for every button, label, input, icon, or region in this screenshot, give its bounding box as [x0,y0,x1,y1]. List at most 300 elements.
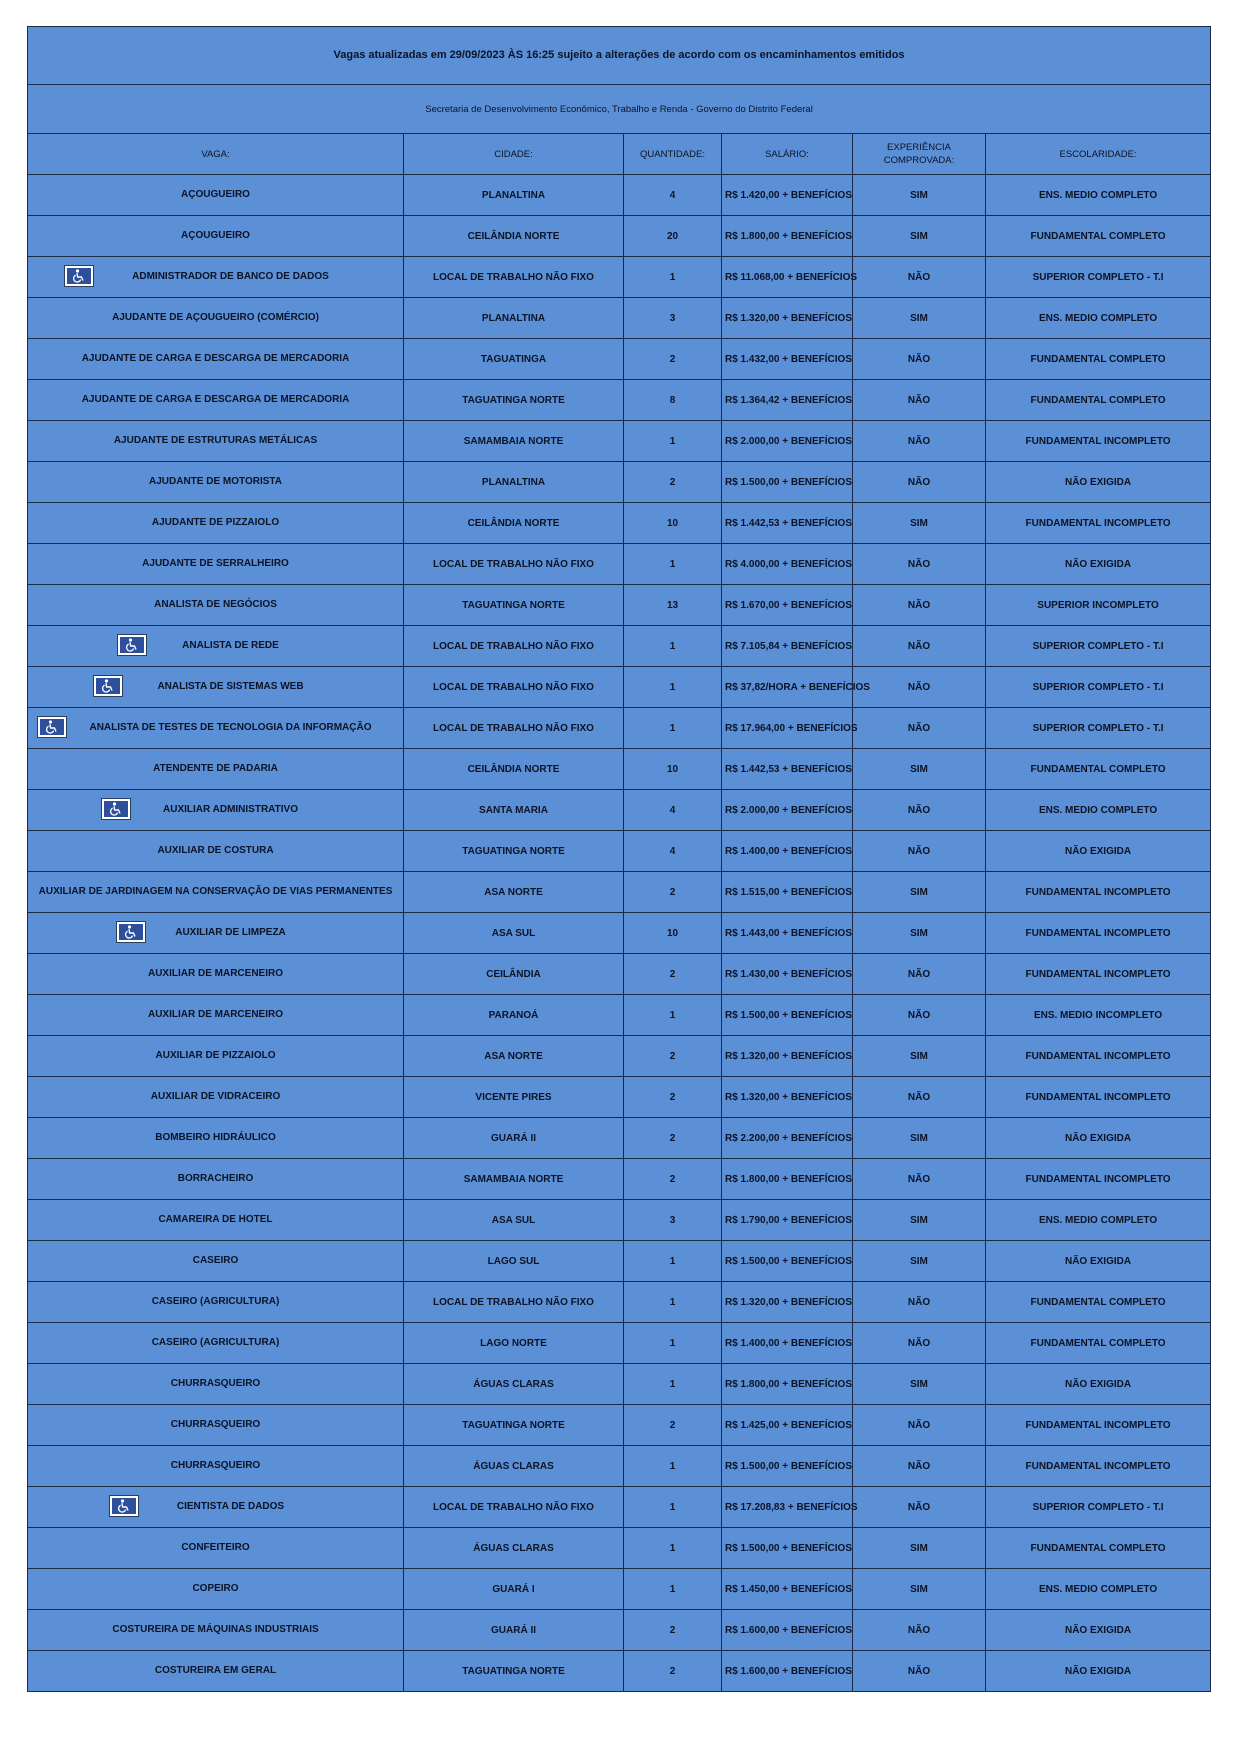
cell-vaga [28,667,404,708]
cell-salario: R$ 1.600,00 + BENEFÍCIOS [722,1610,853,1651]
vaga-label: BORRACHEIRO [177,1173,254,1184]
cell-experiencia: SIM [853,175,986,216]
cell-escolaridade: SUPERIOR COMPLETO - T.I [986,708,1211,749]
table-row [28,1200,1211,1241]
cell-experiencia: NÃO [853,585,986,626]
cell-cidade: LOCAL DE TRABALHO NÃO FIXO [404,257,624,298]
cell-quantidade: 3 [624,1200,722,1241]
cell-cidade: LOCAL DE TRABALHO NÃO FIXO [404,667,624,708]
cell-cidade: ASA SUL [404,1200,624,1241]
table-row [28,1487,1211,1528]
cell-vaga [28,995,404,1036]
cell-quantidade: 2 [624,1077,722,1118]
cell-quantidade: 1 [624,257,722,298]
cell-vaga [28,1200,404,1241]
wheelchair-accessibility-icon [109,1495,139,1517]
vaga-label: AUXILIAR DE MARCENEIRO [147,968,283,979]
cell-quantidade: 2 [624,1405,722,1446]
document-title: Vagas atualizadas em 29/09/2023 ÀS 16:25 sujeito a alterações de acordo com os encaminhamentos emitidos [28,27,1211,85]
cell-quantidade: 4 [624,790,722,831]
table-row [28,544,1211,585]
cell-quantidade: 2 [624,1036,722,1077]
vaga-label: CIENTISTA DE DADOS [176,1501,285,1512]
cell-experiencia: NÃO [853,1651,986,1692]
cell-salario: R$ 1.500,00 + BENEFÍCIOS [722,995,853,1036]
cell-salario: R$ 17.208,83 + BENEFÍCIOS [722,1487,853,1528]
cell-salario: R$ 1.364,42 + BENEFÍCIOS [722,380,853,421]
cell-cidade: PARANOÁ [404,995,624,1036]
cell-escolaridade: ENS. MEDIO COMPLETO [986,790,1211,831]
cell-escolaridade: FUNDAMENTAL COMPLETO [986,1323,1211,1364]
cell-quantidade: 1 [624,421,722,462]
cell-cidade: PLANALTINA [404,298,624,339]
cell-salario: R$ 2.000,00 + BENEFÍCIOS [722,790,853,831]
cell-vaga [28,1651,404,1692]
cell-experiencia: SIM [853,1241,986,1282]
table-row [28,257,1211,298]
cell-cidade: ASA NORTE [404,872,624,913]
vaga-label: CASEIRO [192,1255,239,1266]
cell-experiencia: NÃO [853,1323,986,1364]
vaga-label: CHURRASQUEIRO [170,1378,261,1389]
header-escolaridade: ESCOLARIDADE: [986,134,1211,175]
cell-quantidade: 1 [624,708,722,749]
cell-salario: R$ 1.432,00 + BENEFÍCIOS [722,339,853,380]
vaga-label: AJUDANTE DE CARGA E DESCARGA DE MERCADORIA [81,353,350,364]
table-row [28,1036,1211,1077]
cell-vaga [28,1610,404,1651]
cell-vaga [28,1323,404,1364]
document-subtitle: Secretaria de Desenvolvimento Econômico, Trabalho e Renda - Governo do Distrito Federal [28,85,1211,134]
cell-escolaridade: FUNDAMENTAL INCOMPLETO [986,1159,1211,1200]
cell-salario: R$ 1.800,00 + BENEFÍCIOS [722,1159,853,1200]
cell-experiencia: NÃO [853,667,986,708]
cell-vaga [28,1159,404,1200]
table-row [28,298,1211,339]
table-row [28,1159,1211,1200]
header-salario: SALÁRIO: [722,134,853,175]
cell-vaga [28,1364,404,1405]
wheelchair-accessibility-icon [93,675,123,697]
cell-escolaridade: SUPERIOR COMPLETO - T.I [986,626,1211,667]
cell-salario: R$ 1.500,00 + BENEFÍCIOS [722,1446,853,1487]
cell-experiencia: SIM [853,1118,986,1159]
cell-escolaridade: FUNDAMENTAL INCOMPLETO [986,503,1211,544]
cell-cidade: ASA NORTE [404,1036,624,1077]
cell-vaga [28,216,404,257]
cell-vaga [28,257,404,298]
cell-quantidade: 1 [624,995,722,1036]
cell-vaga [28,380,404,421]
table-row [28,913,1211,954]
cell-experiencia: SIM [853,216,986,257]
cell-cidade: SANTA MARIA [404,790,624,831]
table-row [28,954,1211,995]
cell-experiencia: NÃO [853,831,986,872]
job-vacancies-table [27,26,1211,1692]
cell-escolaridade: FUNDAMENTAL INCOMPLETO [986,1405,1211,1446]
vaga-label: AJUDANTE DE ESTRUTURAS METÁLICAS [113,435,318,446]
cell-cidade: CEILÂNDIA [404,954,624,995]
cell-cidade: GUARÁ I [404,1569,624,1610]
cell-vaga [28,298,404,339]
header-quantidade: QUANTIDADE: [624,134,722,175]
table-row [28,462,1211,503]
cell-cidade: CEILÂNDIA NORTE [404,749,624,790]
cell-salario: R$ 1.400,00 + BENEFÍCIOS [722,831,853,872]
cell-salario: R$ 1.600,00 + BENEFÍCIOS [722,1651,853,1692]
cell-escolaridade: FUNDAMENTAL INCOMPLETO [986,1446,1211,1487]
cell-experiencia: NÃO [853,544,986,585]
cell-quantidade: 1 [624,1446,722,1487]
cell-experiencia: NÃO [853,339,986,380]
cell-cidade: TAGUATINGA NORTE [404,1651,624,1692]
cell-vaga [28,1528,404,1569]
table-row [28,175,1211,216]
cell-experiencia: NÃO [853,257,986,298]
cell-vaga [28,749,404,790]
cell-experiencia: NÃO [853,790,986,831]
cell-salario: R$ 4.000,00 + BENEFÍCIOS [722,544,853,585]
cell-vaga [28,831,404,872]
cell-cidade: SAMAMBAIA NORTE [404,1159,624,1200]
cell-escolaridade: ENS. MEDIO COMPLETO [986,175,1211,216]
cell-cidade: TAGUATINGA NORTE [404,380,624,421]
cell-experiencia: SIM [853,1528,986,1569]
cell-escolaridade: FUNDAMENTAL COMPLETO [986,216,1211,257]
table-row [28,1241,1211,1282]
vaga-label: BOMBEIRO HIDRÁULICO [155,1132,276,1143]
vaga-label: ATENDENTE DE PADARIA [153,763,278,774]
cell-quantidade: 1 [624,1528,722,1569]
table-row [28,708,1211,749]
cell-quantidade: 2 [624,1118,722,1159]
cell-experiencia: SIM [853,503,986,544]
cell-cidade: SAMAMBAIA NORTE [404,421,624,462]
table-row [28,667,1211,708]
cell-quantidade: 1 [624,1282,722,1323]
cell-escolaridade: ENS. MEDIO COMPLETO [986,298,1211,339]
cell-quantidade: 4 [624,831,722,872]
vaga-label: AJUDANTE DE PIZZAIOLO [151,517,280,528]
cell-experiencia: NÃO [853,1282,986,1323]
cell-salario: R$ 1.443,00 + BENEFÍCIOS [722,913,853,954]
cell-salario: R$ 1.320,00 + BENEFÍCIOS [722,298,853,339]
cell-escolaridade: NÃO EXIGIDA [986,544,1211,585]
cell-cidade: ÁGUAS CLARAS [404,1528,624,1569]
cell-experiencia: SIM [853,1569,986,1610]
cell-experiencia: NÃO [853,995,986,1036]
cell-vaga [28,175,404,216]
vaga-label: ANALISTA DE TESTES DE TECNOLOGIA DA INFORMAÇÃO [89,722,372,733]
table-row [28,790,1211,831]
cell-escolaridade: NÃO EXIGIDA [986,1610,1211,1651]
cell-cidade: GUARÁ II [404,1118,624,1159]
cell-vaga [28,872,404,913]
cell-salario: R$ 1.442,53 + BENEFÍCIOS [722,503,853,544]
vaga-label: AUXILIAR DE VIDRACEIRO [150,1091,281,1102]
cell-salario: R$ 2.000,00 + BENEFÍCIOS [722,421,853,462]
vaga-label: COSTUREIRA DE MÁQUINAS INDUSTRIAIS [112,1624,319,1635]
cell-vaga [28,1282,404,1323]
table-row [28,749,1211,790]
cell-vaga [28,790,404,831]
cell-salario: R$ 1.320,00 + BENEFÍCIOS [722,1036,853,1077]
vaga-label: CAMAREIRA DE HOTEL [158,1214,273,1225]
cell-salario: R$ 1.430,00 + BENEFÍCIOS [722,954,853,995]
cell-escolaridade: FUNDAMENTAL COMPLETO [986,339,1211,380]
cell-cidade: LOCAL DE TRABALHO NÃO FIXO [404,1487,624,1528]
cell-experiencia: NÃO [853,421,986,462]
cell-escolaridade: ENS. MEDIO COMPLETO [986,1200,1211,1241]
cell-salario: R$ 1.500,00 + BENEFÍCIOS [722,462,853,503]
vaga-label: ADMINISTRADOR DE BANCO DE DADOS [132,271,329,282]
table-row [28,1282,1211,1323]
cell-salario: R$ 1.790,00 + BENEFÍCIOS [722,1200,853,1241]
cell-vaga [28,1569,404,1610]
cell-vaga [28,503,404,544]
cell-salario: R$ 1.320,00 + BENEFÍCIOS [722,1077,853,1118]
cell-quantidade: 10 [624,749,722,790]
table-row [28,995,1211,1036]
cell-salario: R$ 1.442,53 + BENEFÍCIOS [722,749,853,790]
vaga-label: AJUDANTE DE AÇOUGUEIRO (COMÉRCIO) [112,312,319,323]
cell-experiencia: NÃO [853,1487,986,1528]
cell-salario: R$ 1.420,00 + BENEFÍCIOS [722,175,853,216]
vaga-label: AÇOUGUEIRO [181,230,250,241]
cell-experiencia: NÃO [853,626,986,667]
cell-salario: R$ 7.105,84 + BENEFÍCIOS [722,626,853,667]
cell-escolaridade: SUPERIOR COMPLETO - T.I [986,257,1211,298]
cell-escolaridade: SUPERIOR COMPLETO - T.I [986,667,1211,708]
cell-experiencia: NÃO [853,462,986,503]
wheelchair-accessibility-icon [117,634,147,656]
cell-escolaridade: FUNDAMENTAL COMPLETO [986,1528,1211,1569]
cell-vaga [28,421,404,462]
cell-vaga [28,1487,404,1528]
cell-quantidade: 10 [624,913,722,954]
cell-quantidade: 1 [624,667,722,708]
vaga-label: ANALISTA DE REDE [182,640,279,651]
cell-escolaridade: NÃO EXIGIDA [986,1364,1211,1405]
cell-salario: R$ 1.500,00 + BENEFÍCIOS [722,1528,853,1569]
cell-cidade: ASA SUL [404,913,624,954]
cell-vaga [28,954,404,995]
cell-escolaridade: FUNDAMENTAL INCOMPLETO [986,1036,1211,1077]
header-cidade: CIDADE: [404,134,624,175]
cell-quantidade: 1 [624,1569,722,1610]
vaga-label: CASEIRO (AGRICULTURA) [151,1296,280,1307]
cell-salario: R$ 11.068,00 + BENEFÍCIOS [722,257,853,298]
cell-escolaridade: NÃO EXIGIDA [986,1241,1211,1282]
cell-escolaridade: FUNDAMENTAL INCOMPLETO [986,872,1211,913]
vaga-label: CONFEITEIRO [181,1542,250,1553]
cell-experiencia: NÃO [853,1610,986,1651]
cell-experiencia: SIM [853,1364,986,1405]
cell-experiencia: SIM [853,298,986,339]
table-row [28,380,1211,421]
table-row [28,503,1211,544]
cell-quantidade: 13 [624,585,722,626]
cell-escolaridade: NÃO EXIGIDA [986,1118,1211,1159]
cell-quantidade: 8 [624,380,722,421]
vaga-label: AUXILIAR ADMINISTRATIVO [163,804,298,815]
vaga-label: AJUDANTE DE MOTORISTA [149,476,282,487]
cell-cidade: GUARÁ II [404,1610,624,1651]
cell-cidade: ÁGUAS CLARAS [404,1364,624,1405]
cell-experiencia: SIM [853,1036,986,1077]
cell-quantidade: 2 [624,462,722,503]
vaga-label: AUXILIAR DE COSTURA [157,845,274,856]
cell-escolaridade: FUNDAMENTAL COMPLETO [986,380,1211,421]
vaga-label: AUXILIAR DE PIZZAIOLO [155,1050,276,1061]
vaga-label: AUXILIAR DE JARDINAGEM NA CONSERVAÇÃO DE VIAS PERMANENTES [38,886,393,897]
table-row [28,1323,1211,1364]
cell-quantidade: 2 [624,954,722,995]
cell-cidade: TAGUATINGA NORTE [404,831,624,872]
cell-escolaridade: ENS. MEDIO INCOMPLETO [986,995,1211,1036]
cell-cidade: TAGUATINGA NORTE [404,1405,624,1446]
cell-quantidade: 1 [624,544,722,585]
table-row [28,1569,1211,1610]
cell-quantidade: 2 [624,339,722,380]
cell-experiencia: NÃO [853,708,986,749]
cell-salario: R$ 1.450,00 + BENEFÍCIOS [722,1569,853,1610]
cell-vaga [28,1446,404,1487]
cell-quantidade: 3 [624,298,722,339]
cell-vaga [28,339,404,380]
cell-cidade: CEILÂNDIA NORTE [404,216,624,257]
table-row [28,1528,1211,1569]
vaga-label: AJUDANTE DE CARGA E DESCARGA DE MERCADORIA [81,394,350,405]
cell-escolaridade: FUNDAMENTAL INCOMPLETO [986,1077,1211,1118]
cell-quantidade: 2 [624,872,722,913]
table-row [28,1446,1211,1487]
cell-experiencia: SIM [853,913,986,954]
vaga-label: CASEIRO (AGRICULTURA) [151,1337,280,1348]
cell-escolaridade: FUNDAMENTAL INCOMPLETO [986,954,1211,995]
cell-escolaridade: FUNDAMENTAL INCOMPLETO [986,421,1211,462]
table-row [28,1077,1211,1118]
cell-escolaridade: FUNDAMENTAL COMPLETO [986,749,1211,790]
cell-cidade: PLANALTINA [404,175,624,216]
cell-cidade: LOCAL DE TRABALHO NÃO FIXO [404,626,624,667]
cell-escolaridade: SUPERIOR INCOMPLETO [986,585,1211,626]
cell-quantidade: 1 [624,1241,722,1282]
vaga-label: AJUDANTE DE SERRALHEIRO [142,558,289,569]
cell-cidade: LAGO NORTE [404,1323,624,1364]
cell-vaga [28,1118,404,1159]
cell-vaga [28,1077,404,1118]
cell-vaga [28,1036,404,1077]
table-row [28,216,1211,257]
wheelchair-accessibility-icon [101,798,131,820]
cell-escolaridade: NÃO EXIGIDA [986,1651,1211,1692]
cell-quantidade: 1 [624,626,722,667]
cell-quantidade: 20 [624,216,722,257]
table-row [28,1651,1211,1692]
cell-experiencia: NÃO [853,1446,986,1487]
cell-escolaridade: FUNDAMENTAL COMPLETO [986,1282,1211,1323]
cell-salario: R$ 1.320,00 + BENEFÍCIOS [722,1282,853,1323]
cell-experiencia: SIM [853,872,986,913]
wheelchair-accessibility-icon [37,716,67,738]
cell-experiencia: NÃO [853,1405,986,1446]
wheelchair-accessibility-icon [116,921,146,943]
cell-salario: R$ 37,82/HORA + BENEFÍCIOS [722,667,853,708]
cell-vaga [28,1405,404,1446]
cell-experiencia: NÃO [853,1159,986,1200]
cell-vaga [28,585,404,626]
cell-experiencia: SIM [853,749,986,790]
vaga-label: CHURRASQUEIRO [170,1460,261,1471]
cell-salario: R$ 1.515,00 + BENEFÍCIOS [722,872,853,913]
cell-vaga [28,1241,404,1282]
cell-escolaridade: NÃO EXIGIDA [986,462,1211,503]
cell-vaga [28,462,404,503]
vaga-label: CHURRASQUEIRO [170,1419,261,1430]
cell-salario: R$ 1.500,00 + BENEFÍCIOS [722,1241,853,1282]
table-row [28,339,1211,380]
vaga-label: AÇOUGUEIRO [181,189,250,200]
cell-salario: R$ 1.800,00 + BENEFÍCIOS [722,216,853,257]
cell-quantidade: 2 [624,1651,722,1692]
cell-cidade: TAGUATINGA [404,339,624,380]
cell-vaga [28,708,404,749]
table-row [28,1405,1211,1446]
cell-cidade: PLANALTINA [404,462,624,503]
cell-experiencia: NÃO [853,1077,986,1118]
table-row [28,421,1211,462]
table-row [28,872,1211,913]
table-row [28,1364,1211,1405]
wheelchair-accessibility-icon [64,265,94,287]
table-row [28,626,1211,667]
cell-escolaridade: FUNDAMENTAL INCOMPLETO [986,913,1211,954]
cell-cidade: LAGO SUL [404,1241,624,1282]
table-row [28,1610,1211,1651]
table-row [28,585,1211,626]
cell-quantidade: 1 [624,1323,722,1364]
cell-quantidade: 10 [624,503,722,544]
cell-salario: R$ 1.400,00 + BENEFÍCIOS [722,1323,853,1364]
cell-salario: R$ 1.425,00 + BENEFÍCIOS [722,1405,853,1446]
cell-vaga [28,913,404,954]
cell-experiencia: NÃO [853,954,986,995]
table-header-row [28,134,1211,175]
cell-cidade: ÁGUAS CLARAS [404,1446,624,1487]
vaga-label: COPEIRO [192,1583,239,1594]
cell-cidade: CEILÂNDIA NORTE [404,503,624,544]
cell-salario: R$ 17.964,00 + BENEFÍCIOS [722,708,853,749]
cell-quantidade: 2 [624,1610,722,1651]
header-experiencia: EXPERIÊNCIA COMPROVADA: [853,134,986,175]
vaga-label: ANALISTA DE NEGÓCIOS [154,599,277,610]
vaga-label: AUXILIAR DE LIMPEZA [175,927,286,938]
cell-cidade: TAGUATINGA NORTE [404,585,624,626]
vaga-label: ANALISTA DE SISTEMAS WEB [157,681,304,692]
cell-escolaridade: NÃO EXIGIDA [986,831,1211,872]
table-row [28,1118,1211,1159]
cell-vaga [28,626,404,667]
cell-vaga [28,544,404,585]
cell-escolaridade: SUPERIOR COMPLETO - T.I [986,1487,1211,1528]
vaga-label: AUXILIAR DE MARCENEIRO [147,1009,283,1020]
vaga-label: COSTUREIRA EM GERAL [154,1665,277,1676]
cell-quantidade: 4 [624,175,722,216]
cell-experiencia: NÃO [853,380,986,421]
cell-salario: R$ 1.800,00 + BENEFÍCIOS [722,1364,853,1405]
